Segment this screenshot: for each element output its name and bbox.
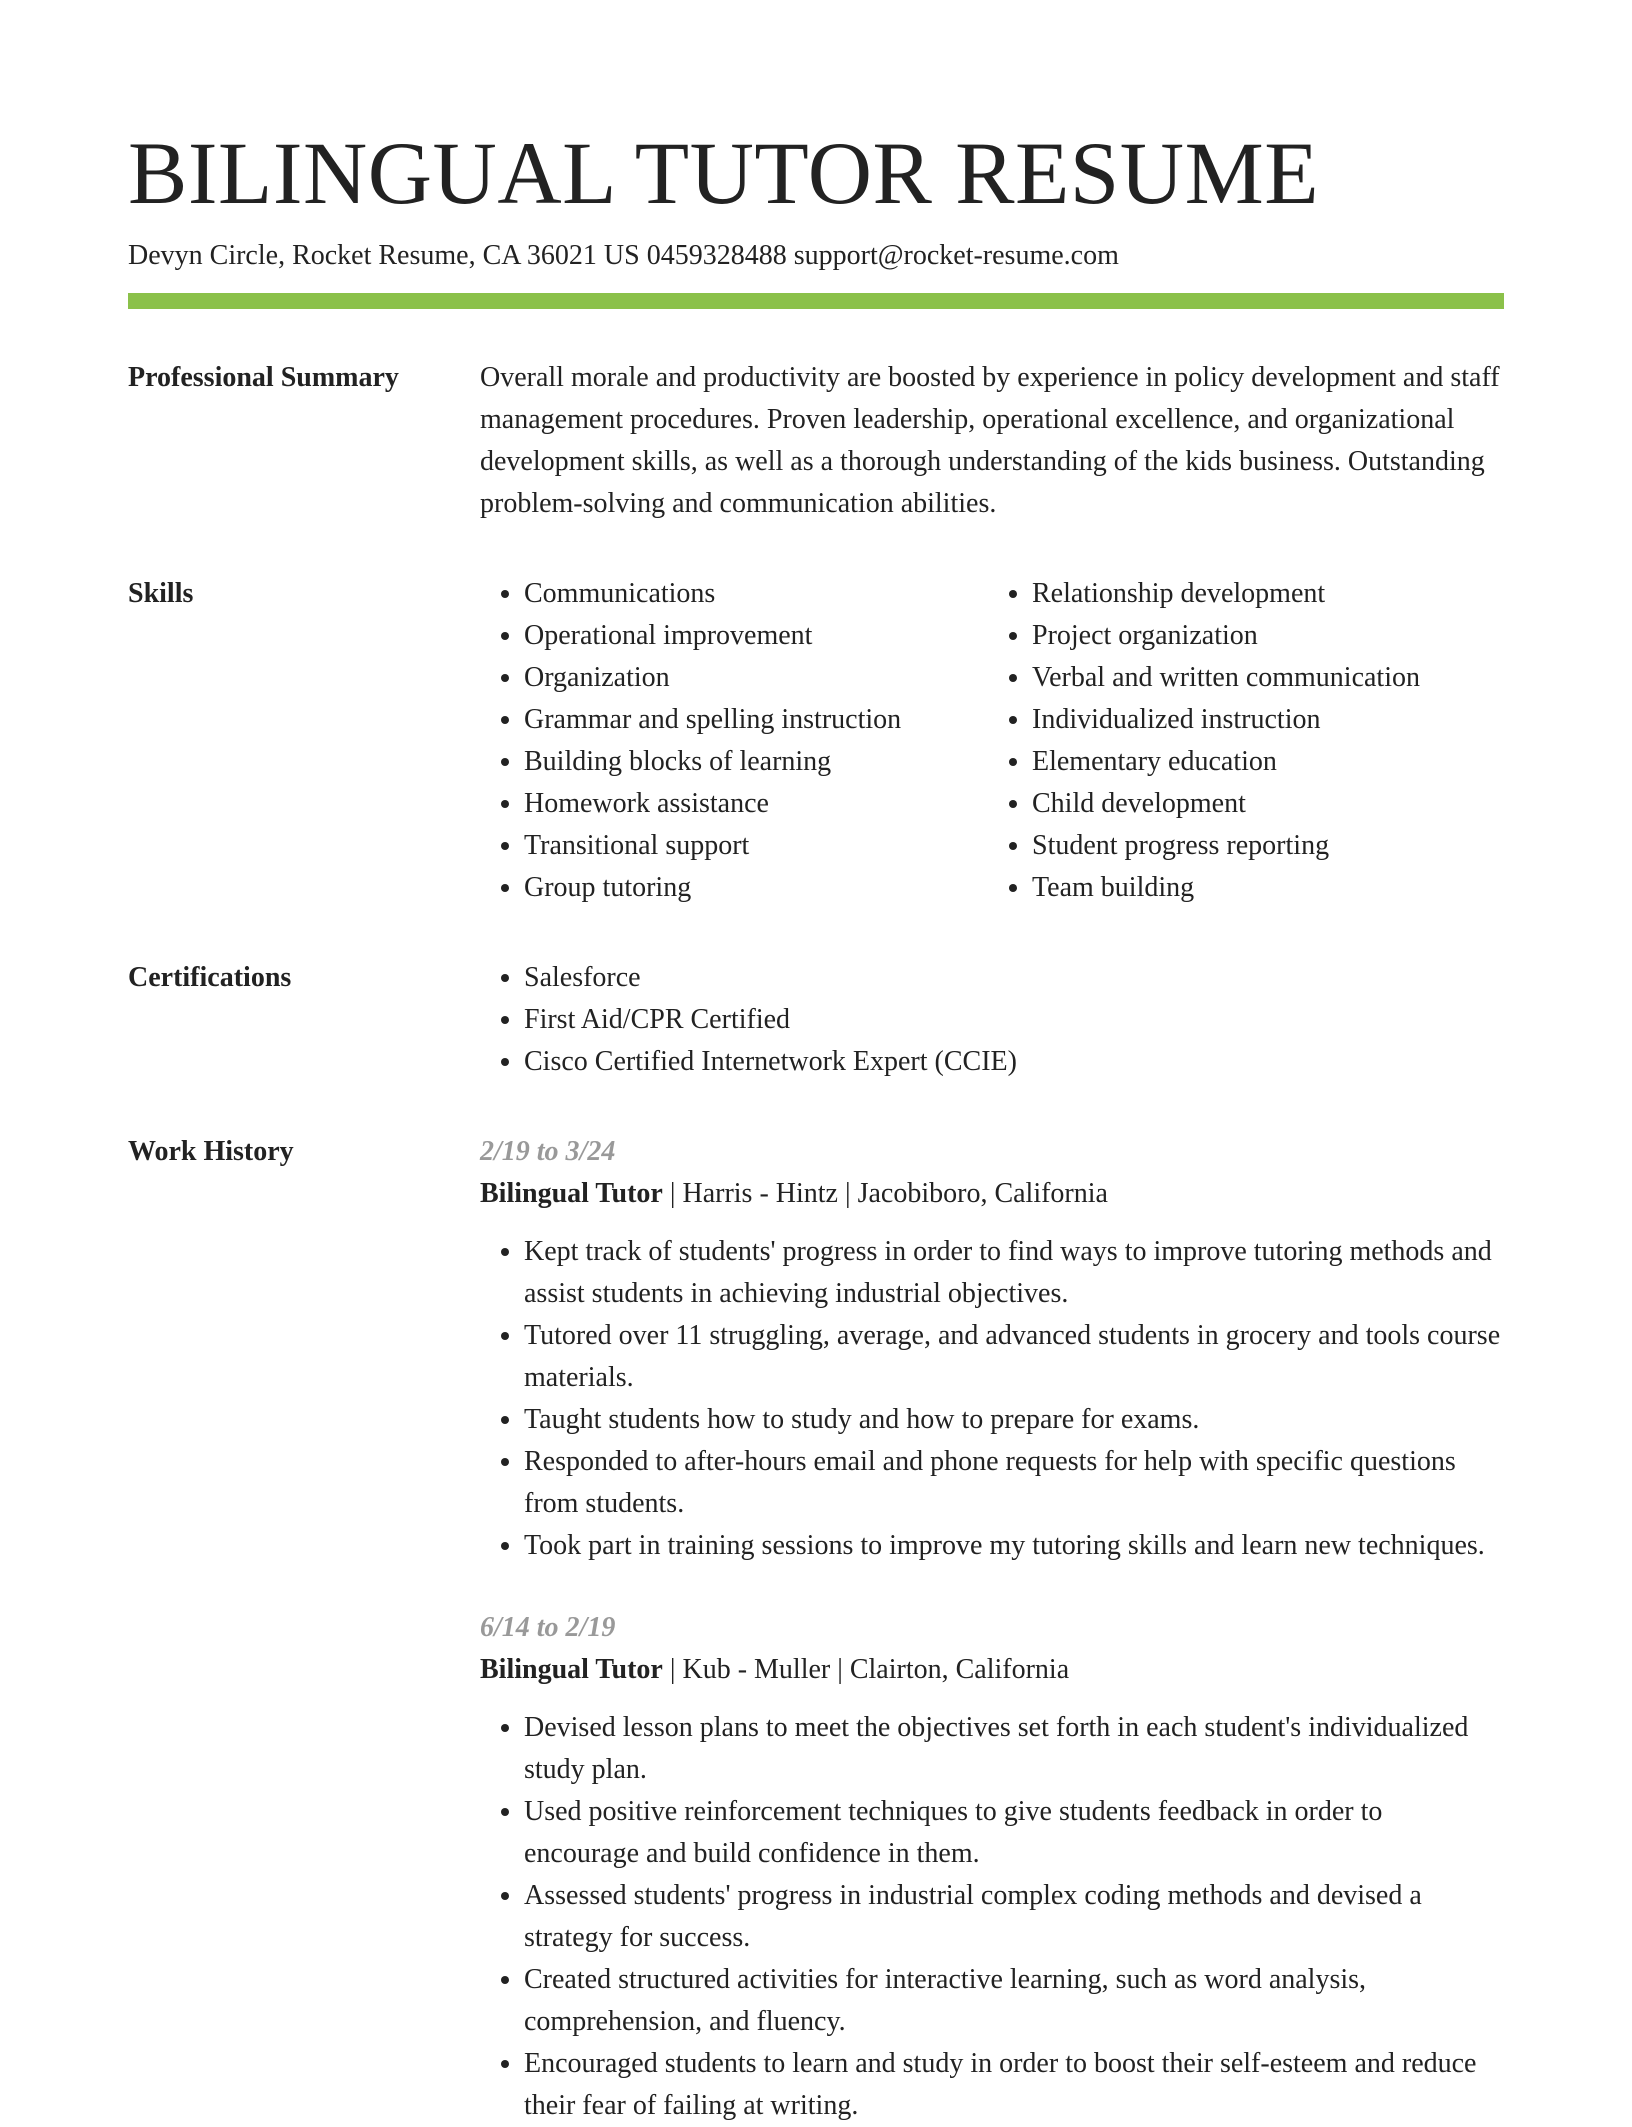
list-item: • Relationship development	[1032, 573, 1492, 615]
list-item: • Project organization	[1032, 615, 1492, 657]
list-item: • Grammar and spelling instruction	[524, 699, 984, 741]
list-item: • Tutored over 11 struggling, average, and advanced students in grocery and tools course materials.	[524, 1315, 1504, 1399]
list-item: • Assessed students' progress in industrial complex coding methods and devised a strategy for success.	[524, 1875, 1504, 1959]
section-content	[480, 957, 1504, 1083]
job-details: | Kub - Muller | Clairton, California	[662, 1653, 1070, 1685]
list-item: • Salesforce	[524, 957, 1504, 999]
list-item: • Used positive reinforcement techniques to give students feedback in order to encourage and build confidence in them.	[524, 1791, 1504, 1875]
section-content	[480, 1131, 1504, 2127]
list-item: • Verbal and written communication	[1032, 657, 1492, 699]
job-heading	[480, 1649, 1504, 1691]
list-item: • Taught students how to study and how to prepare for exams.	[524, 1399, 1504, 1441]
list-item: • Organization	[524, 657, 984, 699]
section-label: Skills	[128, 577, 194, 609]
job-date: 2/19 to 3/24	[480, 1135, 616, 1167]
skills-section	[128, 573, 1504, 909]
list-item: • Encouraged students to learn and study in order to boost their self-esteem and reduce their fear of failing at writing.	[524, 2043, 1504, 2127]
skills-list-right	[984, 573, 1492, 909]
list-item: • Devised lesson plans to meet the objectives set forth in each student's individualized study plan.	[524, 1707, 1504, 1791]
list-item: • Individualized instruction	[1032, 699, 1492, 741]
job-details: | Harris - Hintz | Jacobiboro, California	[662, 1177, 1108, 1209]
list-item: • Cisco Certified Internetwork Expert (CCIE)	[524, 1041, 1504, 1083]
list-item: • First Aid/CPR Certified	[524, 999, 1504, 1041]
job-title: Bilingual Tutor	[480, 1177, 663, 1209]
job-title: Bilingual Tutor	[480, 1653, 663, 1685]
job-heading	[480, 1173, 1504, 1215]
section-label: Professional Summary	[128, 361, 399, 393]
list-item: • Responded to after-hours email and phone requests for help with specific questions from students.	[524, 1441, 1504, 1525]
section-label: Work History	[128, 1135, 294, 1167]
list-item: • Operational improvement	[524, 615, 984, 657]
summary-text: Overall morale and productivity are boosted by experience in policy development and staff management procedures. Proven leadership, operational excellence, and organizational development skills, as well as a thorough understanding of the kids business. Outstanding problem-solving and communication abilities.	[480, 361, 1500, 519]
job-entry	[480, 1131, 1504, 1567]
skills-columns	[480, 573, 1504, 909]
list-item: • Created structured activities for interactive learning, such as word analysis, comprehension, and fluency.	[524, 1959, 1504, 2043]
list-item: • Building blocks of learning	[524, 741, 984, 783]
list-item: • Kept track of students' progress in order to find ways to improve tutoring methods and assist students in achieving industrial objectives.	[524, 1231, 1504, 1315]
list-item: • Group tutoring	[524, 867, 984, 909]
list-item: • Elementary education	[1032, 741, 1492, 783]
summary-section	[128, 357, 1504, 525]
certifications-list	[480, 957, 1504, 1083]
list-item: • Child development	[1032, 783, 1492, 825]
certifications-section	[128, 957, 1504, 1083]
skills-list-left	[480, 573, 984, 909]
list-item: • Took part in training sessions to improve my tutoring skills and learn new techniques.	[524, 1525, 1504, 1567]
accent-divider	[128, 293, 1504, 309]
list-item: • Transitional support	[524, 825, 984, 867]
list-item: • Student progress reporting	[1032, 825, 1492, 867]
list-item: • Homework assistance	[524, 783, 984, 825]
section-label: Certifications	[128, 961, 292, 993]
contact-line: Devyn Circle, Rocket Resume, CA 36021 US 0459328488 support@rocket-resume.com	[128, 240, 1119, 271]
resume-title: BILINGUAL TUTOR RESUME	[128, 125, 1320, 223]
job-bullets	[480, 1707, 1504, 2127]
job-bullets	[480, 1231, 1504, 1567]
section-content	[480, 357, 1504, 525]
list-item: • Team building	[1032, 867, 1492, 909]
job-date: 6/14 to 2/19	[480, 1611, 616, 1643]
job-entry	[480, 1607, 1504, 2127]
list-item: • Communications	[524, 573, 984, 615]
work-history-section	[128, 1131, 1504, 2127]
